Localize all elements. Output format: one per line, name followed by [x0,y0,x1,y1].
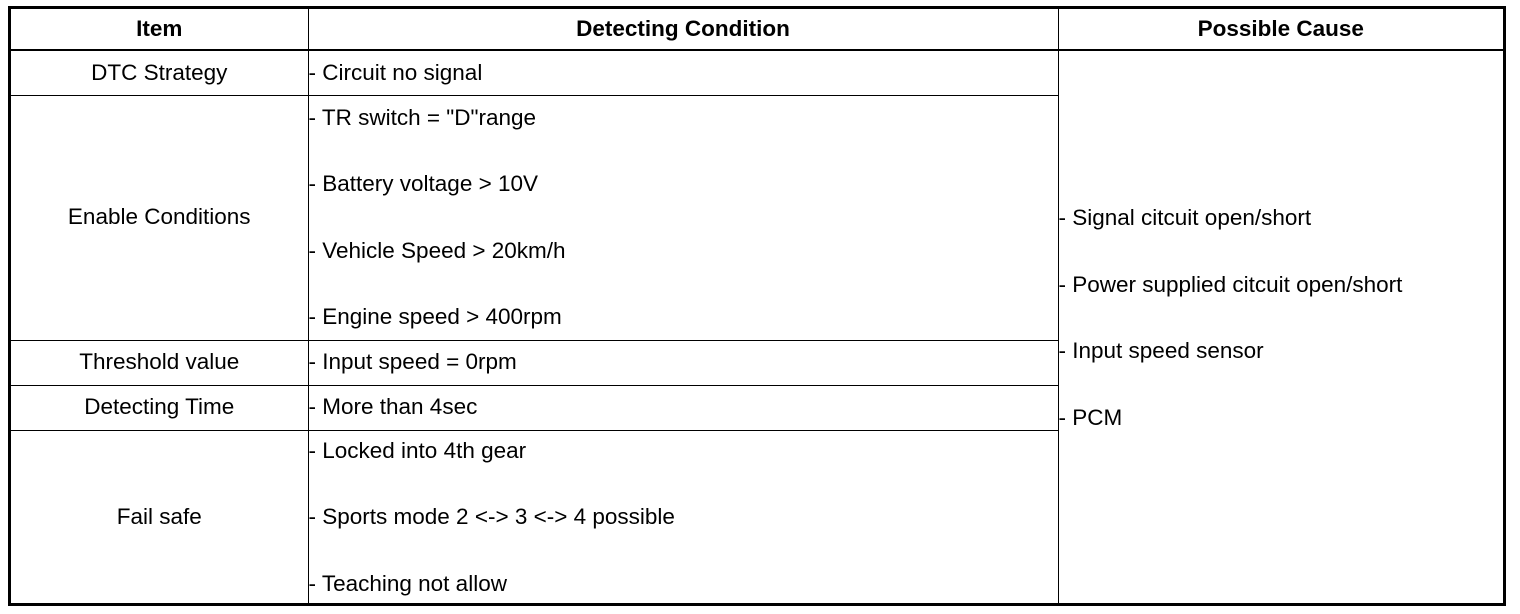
table-row [11,50,1503,95]
cause-line: - PCM [1058,404,1123,430]
condition-list [308,104,1058,329]
condition-line: - More than 4sec [308,394,478,420]
condition-line: - Teaching not allow [308,570,507,596]
dtc-table-frame [8,6,1506,606]
cause-line: - Input speed sensor [1058,338,1264,364]
item-detecting-time: Detecting Time [11,385,308,430]
header-detecting-condition: Detecting Condition [308,9,1058,50]
cause-line: - Signal citcuit open/short [1058,205,1312,231]
condition-cell [308,50,1058,95]
header-item: Item [11,9,308,50]
item-threshold-value: Threshold value [11,340,308,385]
condition-line: - Input speed = 0rpm [308,349,517,375]
condition-cell [308,385,1058,430]
condition-list [308,437,1058,596]
item-dtc-strategy: DTC Strategy [11,50,308,95]
condition-line: - Locked into 4th gear [308,437,527,463]
header-possible-cause: Possible Cause [1058,9,1503,50]
item-fail-safe: Fail safe [11,430,308,604]
condition-line: - Vehicle Speed > 20km/h [308,237,566,263]
dtc-table [11,9,1503,605]
condition-line: - Circuit no signal [308,59,483,85]
condition-line: - Engine speed > 400rpm [308,304,562,329]
header-row [11,9,1503,50]
condition-line: - Battery voltage > 10V [308,171,539,196]
condition-cell [308,95,1058,340]
cause-line: - Power supplied citcuit open/short [1058,271,1403,297]
possible-cause-list [1059,207,1504,429]
condition-line: - TR switch = "D"range [308,104,537,130]
condition-cell [308,430,1058,604]
item-enable-conditions: Enable Conditions [11,95,308,340]
condition-cell [308,340,1058,385]
possible-cause-cell [1058,50,1503,604]
condition-line: - Sports mode 2 <-> 3 <-> 4 possible [308,504,675,529]
